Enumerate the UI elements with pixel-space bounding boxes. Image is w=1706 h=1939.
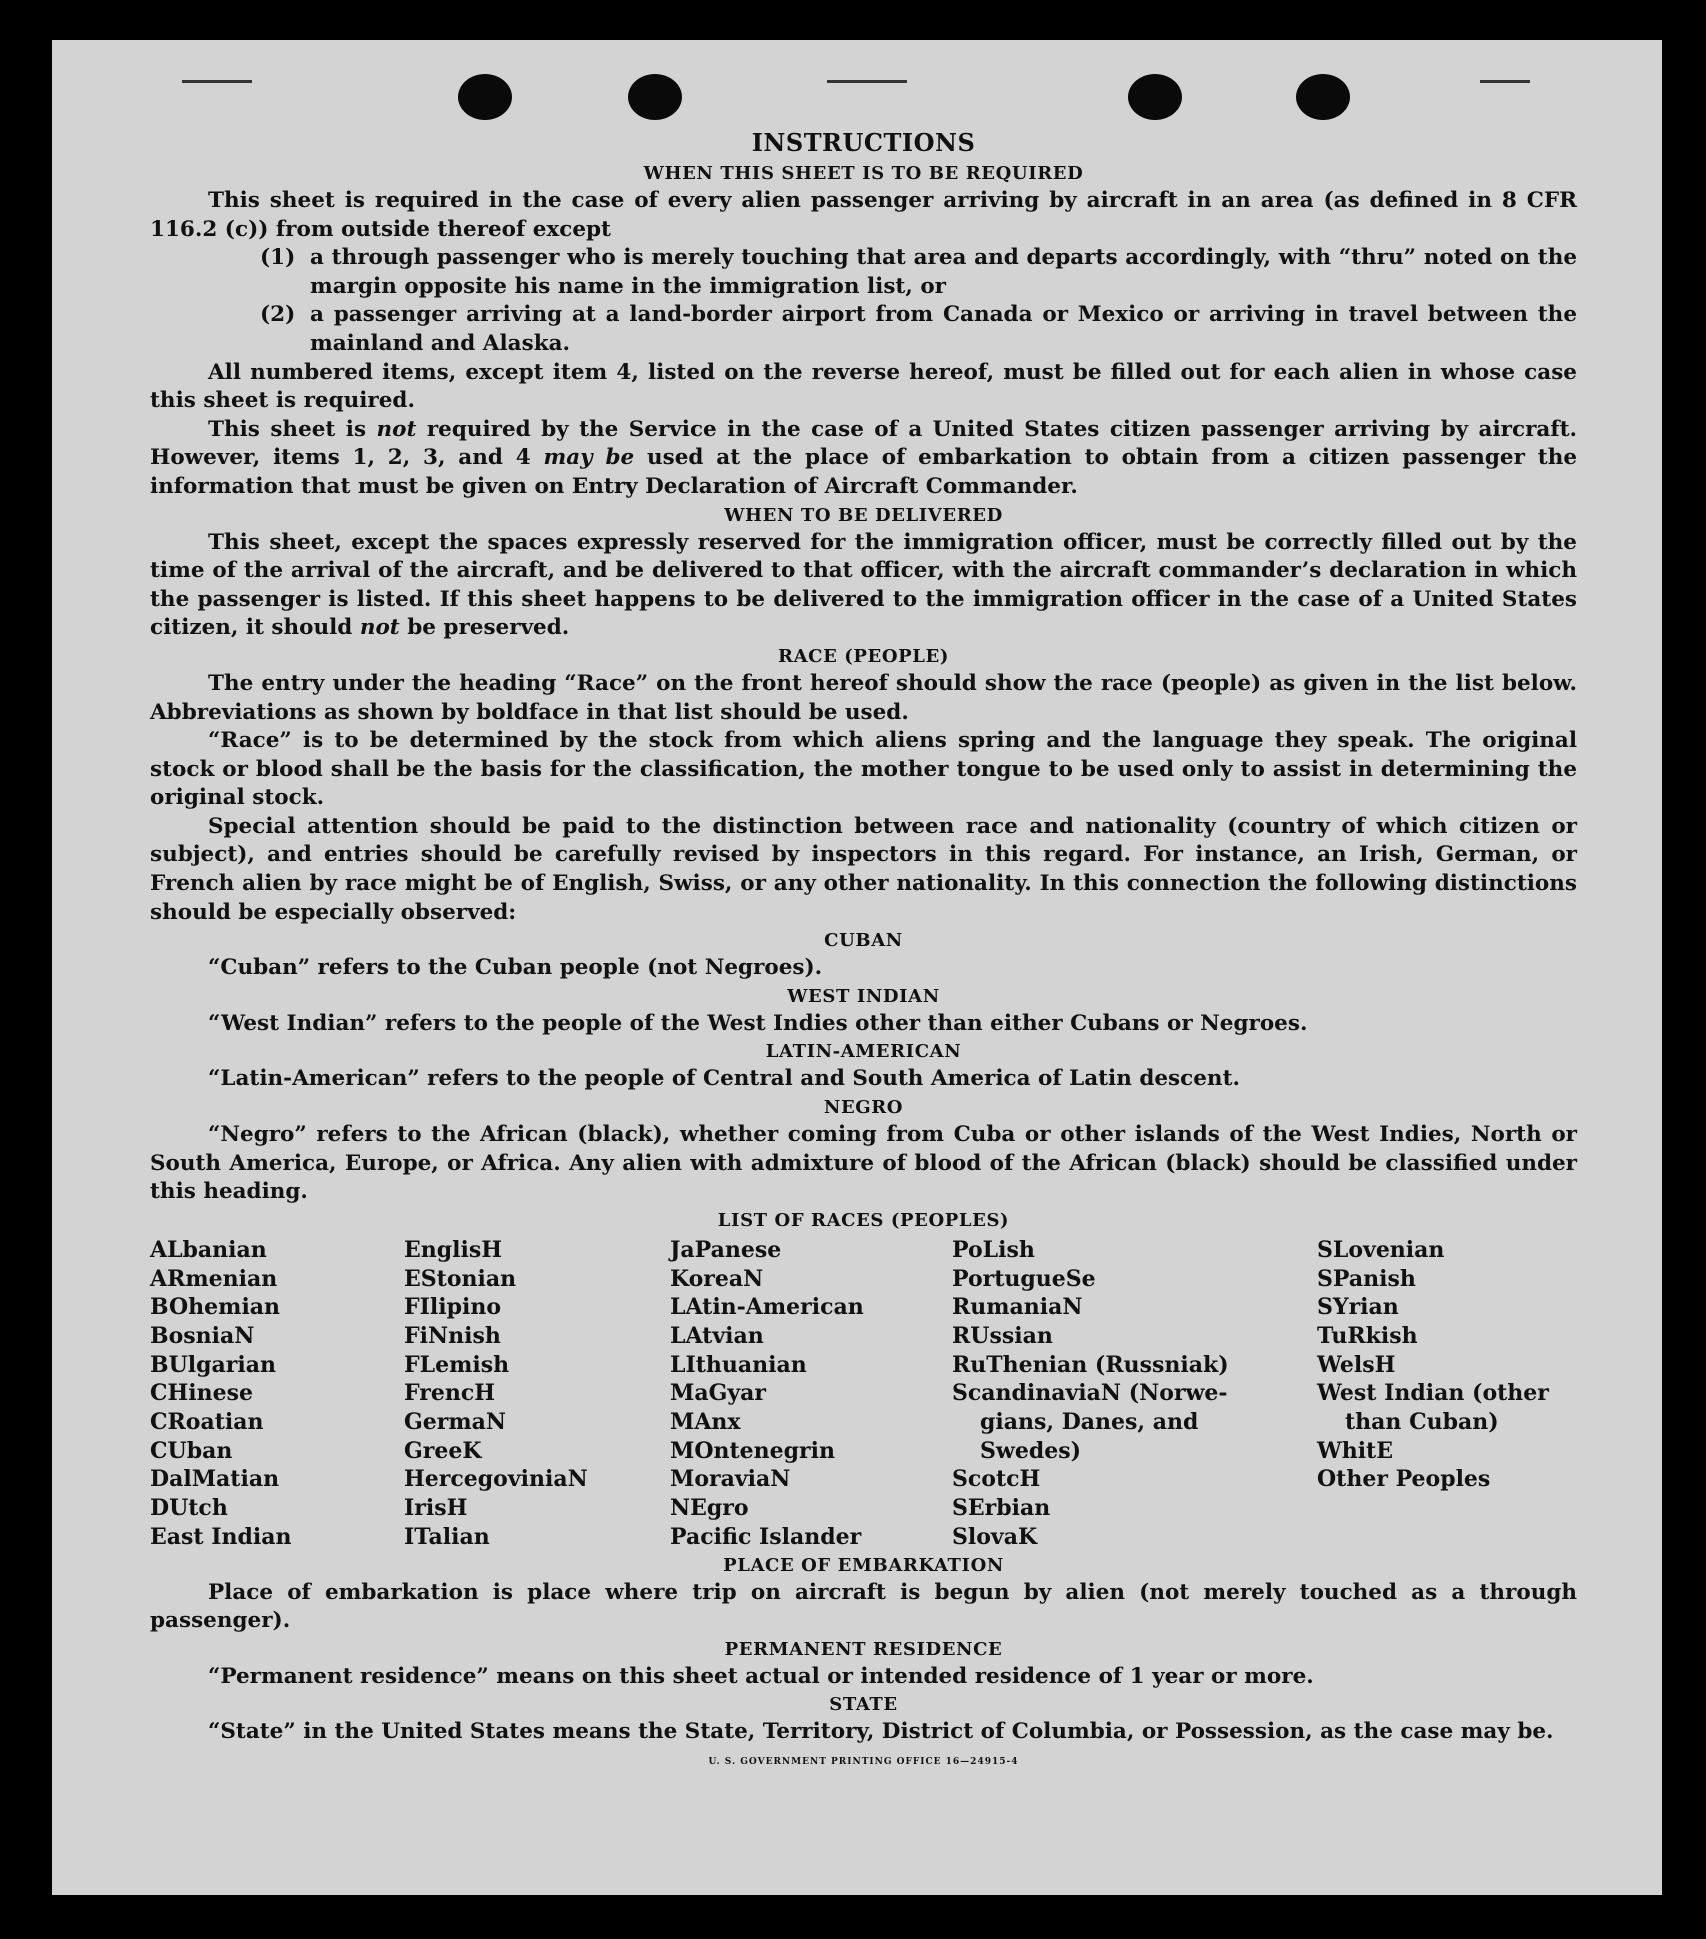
race-item: FiNnish (404, 1322, 501, 1349)
race-item: PoLish (952, 1236, 1035, 1263)
text-run: required by the Service in the case of a United States citizen passenger arriving by aircraft. However, items 1, 2, 3, and 4 (150, 416, 1577, 471)
exception-text: a passenger arriving at a land-border airport from Canada or Mexico or arriving in travel between the mainland and Alaska. (310, 302, 1577, 356)
text-run: be preserved. (399, 615, 570, 641)
text-run: This sheet is (208, 416, 377, 442)
race-item: BUlgarian (150, 1351, 276, 1378)
paragraph: Place of embarkation is place where trip on aircraft is begun by alien (not merely touched as a through passenger). (150, 1579, 1577, 1634)
emphasis-text: not (359, 615, 400, 641)
race-item: ScandinaviaN (Norwe- (952, 1380, 1228, 1407)
race-item: ARmenian (150, 1265, 278, 1292)
race-item: WhitE (1317, 1437, 1393, 1464)
paragraph: “Permanent residence” means on this sheet actual or intended residence of 1 year or more. (208, 1663, 1314, 1689)
race-item: ITalian (404, 1523, 490, 1550)
race-item: RumaniaN (952, 1294, 1083, 1321)
race-item: Other Peoples (1317, 1466, 1491, 1493)
exception-number: (2) (260, 302, 296, 328)
race-item: RUssian (952, 1322, 1053, 1349)
race-item: SErbian (952, 1495, 1051, 1522)
race-list (150, 1236, 1577, 1552)
race-item: Swedes) (980, 1437, 1081, 1464)
exception-item (260, 301, 1577, 358)
race-item: KoreaN (670, 1265, 764, 1292)
race-item: TuRkish (1317, 1322, 1418, 1349)
race-item: CHinese (150, 1380, 254, 1407)
race-item: BosniaN (150, 1322, 255, 1349)
race-item: gians, Danes, and (980, 1409, 1199, 1436)
race-item: MAnx (670, 1409, 741, 1436)
section-heading: CUBAN (824, 930, 903, 952)
section-heading: PLACE OF EMBARKATION (723, 1554, 1004, 1576)
race-item: JaPanese (670, 1236, 782, 1263)
race-item: SYrian (1317, 1294, 1399, 1321)
race-item: FIlipino (404, 1294, 502, 1321)
section-heading: WHEN TO BE DELIVERED (724, 504, 1003, 526)
page-title: INSTRUCTIONS (751, 128, 976, 157)
paragraph: “West Indian” refers to the people of the West Indies other than either Cubans or Negroes. (208, 1010, 1308, 1036)
document-sheet (52, 40, 1662, 1895)
race-column (670, 1236, 952, 1552)
race-item: SlovaK (952, 1523, 1038, 1550)
race-item: LAtvian (670, 1322, 764, 1349)
race-item: NEgro (670, 1495, 749, 1522)
race-column (1317, 1236, 1577, 1552)
race-item: MOntenegrin (670, 1437, 835, 1464)
race-item: CUban (150, 1437, 233, 1464)
paragraph: “State” in the United States means the State, Territory, District of Columbia, or Possession, as the case may be. (208, 1719, 1554, 1745)
race-item: IrisH (404, 1495, 468, 1522)
race-column (150, 1236, 404, 1552)
section-heading: PERMANENT RESIDENCE (724, 1638, 1003, 1660)
race-item: West Indian (other (1317, 1380, 1549, 1407)
race-item: CRoatian (150, 1409, 264, 1436)
paragraph: Special attention should be paid to the distinction between race and nationality (country of which citizen or subject), and entries should be carefully revised by inspectors in this regard. For instance, an Irish, German, or French alien by race might be of English, Swiss, or any other nationality. In this connection the following distinctions should be especially observed: (150, 813, 1577, 925)
paragraph: “Cuban” refers to the Cuban people (not Negroes). (208, 955, 823, 981)
race-item: FrencH (404, 1380, 495, 1407)
race-item: RuThenian (Russniak) (952, 1351, 1229, 1378)
scan-mark (1480, 80, 1530, 83)
race-item: SLovenian (1317, 1236, 1445, 1263)
race-column (404, 1236, 670, 1552)
paragraph: All numbered items, except item 4, listed on the reverse hereof, must be filled out for each alien in whose case this sheet is required. (150, 359, 1577, 414)
paragraph: “Negro” refers to the African (black), whether coming from Cuba or other islands of the West Indies, North or South America, Europe, or Africa. Any alien with admixture of blood of the African (black) should be classified under this heading. (150, 1122, 1577, 1205)
section-heading: RACE (PEOPLE) (778, 645, 949, 667)
race-item: WelsH (1317, 1351, 1396, 1378)
punch-hole (1128, 74, 1182, 120)
punch-hole (628, 74, 682, 120)
punch-hole (458, 74, 512, 120)
race-item: MaGyar (670, 1380, 767, 1407)
race-item: ScotcH (952, 1466, 1041, 1493)
race-item: GermaN (404, 1409, 507, 1436)
race-item: East Indian (150, 1523, 292, 1550)
text-run: used at the place of embarkation to obtain from a citizen passenger the information that must be given on Entry Declaration of Aircraft Commander. (150, 445, 1577, 499)
race-item: PortugueSe (952, 1265, 1096, 1292)
paragraph: “Latin-American” refers to the people of Central and South America of Latin descent. (208, 1066, 1240, 1092)
race-item: GreeK (404, 1437, 482, 1464)
section-heading: LATIN-AMERICAN (765, 1041, 962, 1063)
race-column (952, 1236, 1317, 1552)
paragraph: The entry under the heading “Race” on the front hereof should show the race (people) as given in the list below. Abbreviations as shown by boldface in that list should be used. (150, 670, 1577, 725)
paragraph: This sheet is required in the case of every alien passenger arriving by aircraft in an area (as defined in 8 CFR 116.2 (c)) from outside thereof except (150, 188, 1577, 242)
exception-text: a through passenger who is merely touching that area and departs accordingly, with “thru” noted on the margin opposite his name in the immigration list, or (310, 245, 1577, 299)
race-item: SPanish (1317, 1265, 1416, 1292)
scan-mark (182, 80, 252, 83)
instructions-content (150, 126, 1577, 1769)
section-heading: WEST INDIAN (787, 985, 940, 1007)
section-heading: NEGRO (823, 1097, 904, 1119)
race-item: FLemish (404, 1351, 510, 1378)
race-item: EStonian (404, 1265, 517, 1292)
paragraph (150, 529, 1577, 643)
emphasis-text: may be (543, 445, 635, 471)
race-item: Pacific Islander (670, 1523, 862, 1550)
race-item: BOhemian (150, 1294, 281, 1321)
text-run: This sheet, except the spaces expressly reserved for the immigration officer, must be correctly filled out by the time of the arrival of the aircraft, and be delivered to that officer, with the aircraft commander’s declaration in which the passenger is listed. If this sheet happens to be delivered to the immigration officer in the case of a United States citizen, it should (150, 529, 1577, 641)
printer-imprint: U. S. GOVERNMENT PRINTING OFFICE 16—24915-4 (708, 1756, 1019, 1767)
exception-number: (1) (260, 245, 296, 271)
race-item: DUtch (150, 1495, 228, 1522)
section-heading: WHEN THIS SHEET IS TO BE REQUIRED (643, 163, 1084, 184)
race-item: MoraviaN (670, 1466, 791, 1493)
race-item: than Cuban) (1345, 1409, 1499, 1436)
section-heading: STATE (829, 1694, 898, 1716)
section-heading: LIST OF RACES (PEOPLES) (717, 1209, 1010, 1231)
race-item: EnglisH (404, 1236, 503, 1263)
paragraph: “Race” is to be determined by the stock from which aliens spring and the language they speak. The original stock or blood shall be the basis for the classification, the mother tongue to be used only to assist in determining the original stock. (150, 728, 1577, 811)
exception-item (260, 244, 1577, 301)
race-item: DalMatian (150, 1466, 280, 1493)
race-item: ALbanian (150, 1236, 267, 1263)
race-item: LIthuanian (670, 1351, 807, 1378)
emphasis-text: not (376, 416, 417, 442)
paragraph (150, 416, 1577, 502)
race-item: LAtin-American (670, 1294, 864, 1321)
scan-mark (827, 80, 907, 83)
punch-hole (1296, 74, 1350, 120)
race-item: HercegoviniaN (404, 1466, 588, 1493)
